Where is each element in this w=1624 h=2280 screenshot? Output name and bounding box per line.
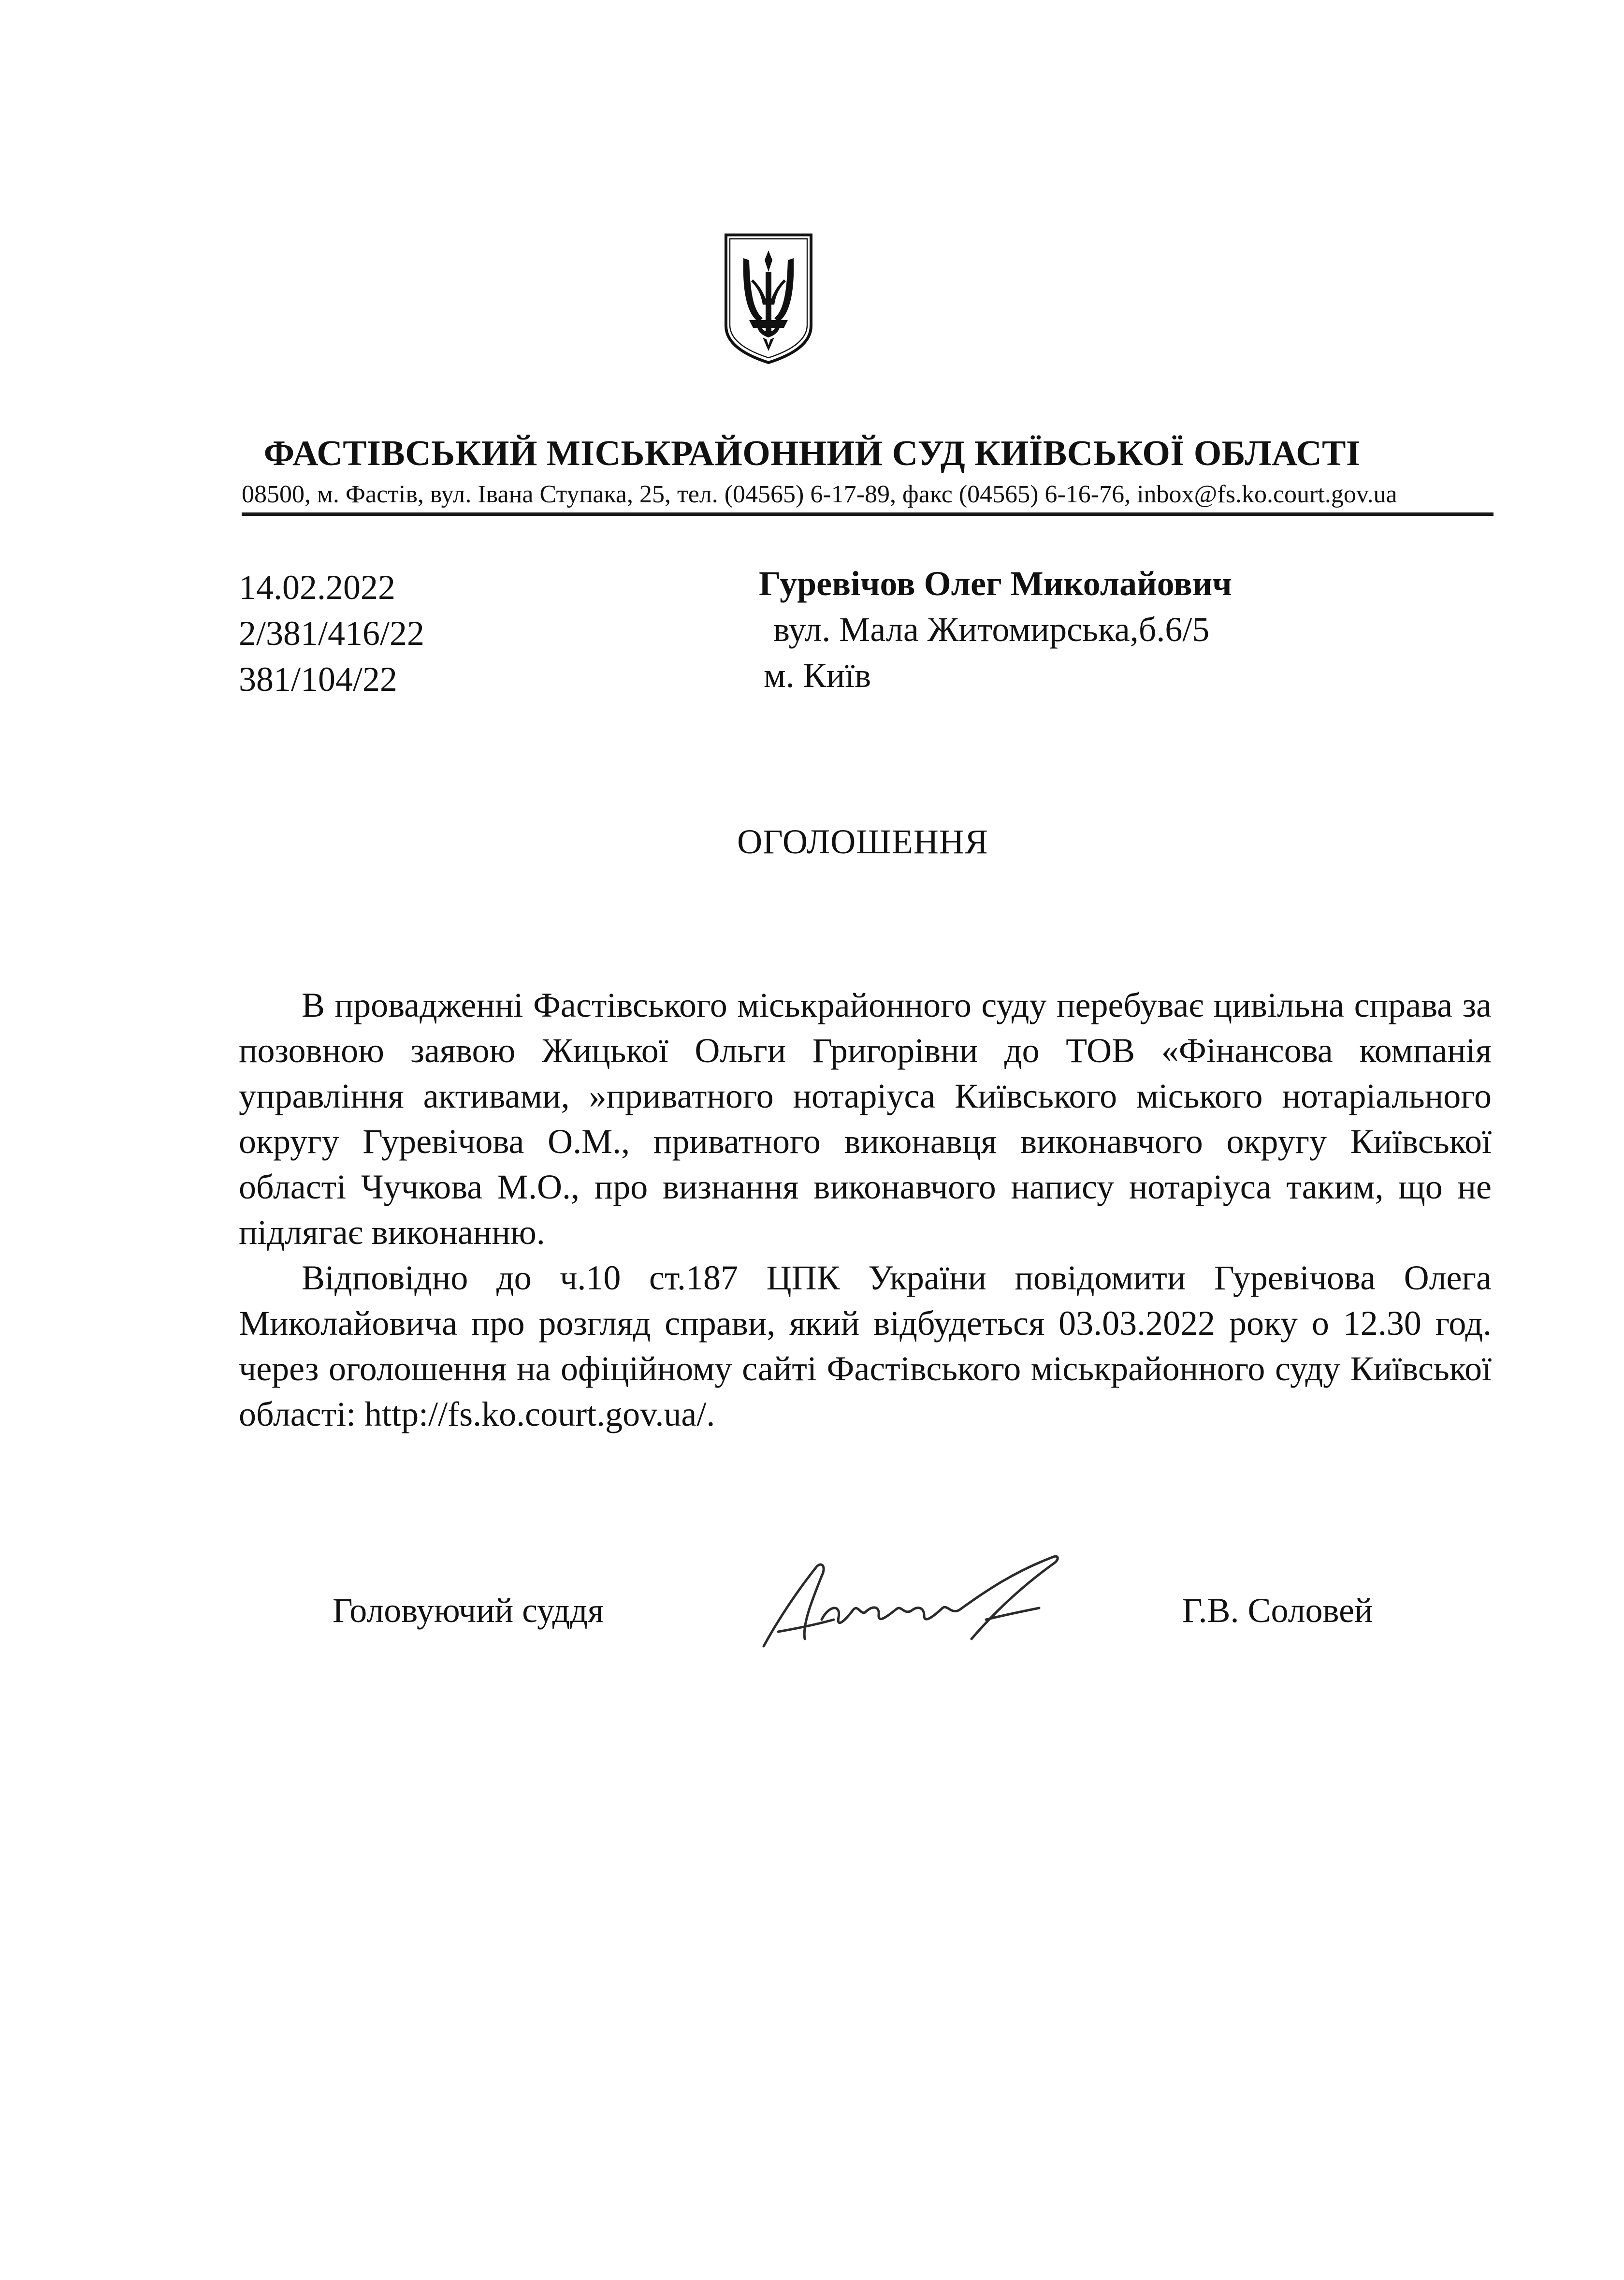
signatory-position: Головуючий суддя [333, 1591, 604, 1630]
trident-coat-of-arms-icon [720, 231, 817, 366]
document-date: 14.02.2022 [239, 568, 395, 607]
addressee-block [759, 561, 1232, 699]
header-divider [242, 512, 1494, 516]
outgoing-number: 2/381/416/22 [239, 614, 425, 653]
addressee-city: м. Київ [764, 656, 871, 695]
body-paragraph-1: В провадженні Фастівського міськрайонного суду перебуває цивільна справа за позовною заявою Жицької Ольги Григорівни до ТОВ «Фінансова компанія управління активами, »приватного нотаріуса Київського міського нотаріального округу Гуревічова О.М., приватного виконавця виконавчого округу Київської області Чучкова М.О., про визнання виконавчого напису нотаріуса таким, що не підлягає виконанню. [239, 986, 1492, 1252]
court-name: ФАСТІВСЬКИЙ МІСЬКРАЙОННИЙ СУД КИЇВСЬКОЇ ОБЛАСТІ [263, 434, 1361, 473]
case-number: 381/104/22 [239, 660, 398, 699]
court-contact-line: 08500, м. Фастів, вул. Івана Ступака, 25, тел. (04565) 6-17-89, факс (04565) 6-16-76, inbox@fs.ko.court.gov.ua [242, 481, 1397, 508]
body-paragraph-2: Відповідно до ч.10 ст.187 ЦПК України повідомити Гуревічова Олега Миколайовича про розгляд справи, який відбудеться 03.03.2022 року о 12.30 год. через оголошення на офіційному сайті Фастівського міськрайонного суду Київської області: http://fs.ko.court.gov.ua/. [239, 1258, 1492, 1433]
addressee-name: Гуревічов Олег Миколайович [759, 564, 1232, 603]
addressee-street: вул. Мала Житомирська,б.6/5 [773, 610, 1210, 649]
reference-block [239, 565, 424, 702]
document-body [239, 982, 1492, 1437]
document-title: ОГОЛОШЕННЯ [737, 822, 988, 861]
handwritten-signature [744, 1547, 1083, 1658]
signatory-name: Г.В. Соловей [1182, 1591, 1373, 1630]
